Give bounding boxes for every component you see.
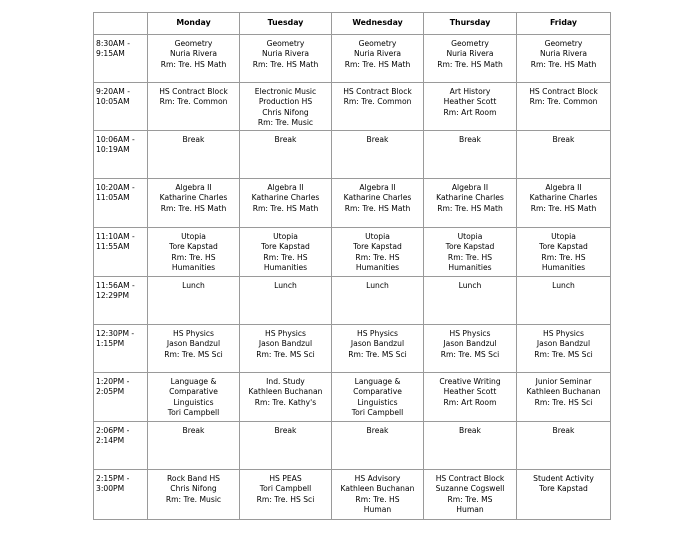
time-slot-line: 10:20AM - [96,183,135,192]
class-cell-line: Human [363,505,392,515]
class-cell-wednesday [332,35,424,83]
schedule-row [94,131,611,179]
class-cell-line: Suzanne Cogswell [435,484,505,494]
class-cell-line: Algebra II [359,183,396,192]
class-cell-line: Language & [354,377,401,386]
class-cell-wednesday [332,131,424,179]
class-cell-line: HS Physics [542,329,585,338]
class-cell-line: Utopia [365,232,390,241]
class-cell-friday [517,373,611,422]
class-cell-line: Junior Seminar [535,377,592,386]
time-slot-line: 1:20PM - [96,377,130,386]
class-cell-wednesday [332,83,424,131]
class-cell-wednesday [332,277,424,325]
class-cell-line: HS Physics [264,329,307,338]
class-cell-line: Kathleen Buchanan [248,387,323,397]
class-cell-line: Break [274,426,297,435]
time-slot-line: 3:00PM [96,484,125,494]
class-cell-line: HS Physics [172,329,215,338]
time-slot-line: 9:20AM - [96,87,130,96]
class-cell-line: Rm: Art Room [443,107,497,117]
class-cell-line: Nuria Rivera [261,49,310,59]
class-cell-line: Lunch [366,281,389,290]
class-cell-line: Rm: Tre. HS Math [160,203,227,213]
class-cell-line: Tore Kapstad [261,242,310,252]
class-cell-line: Rm: Tre. HS Sci [534,397,593,407]
class-cell-line: Rm: Tre. HS Math [437,203,503,213]
class-cell-line: Human [456,505,484,515]
class-cell-thursday [424,83,517,131]
class-cell-line: Kathleen Buchanan [340,484,415,494]
class-cell-friday [517,131,611,179]
class-cell-line: Break [182,426,205,435]
class-cell-line: Rock Band HS [166,474,220,483]
class-cell-line: Rm: Tre. MS Sci [440,349,500,359]
class-cell-line: Geometry [174,39,213,48]
class-cell-line: Nuria Rivera [446,49,494,59]
schedule-row [94,373,611,422]
class-cell-wednesday [332,228,424,277]
class-cell-line: Tori Campbell [351,408,404,418]
class-cell-line: Utopia [551,232,576,241]
class-cell-wednesday [332,470,424,520]
day-header-friday: Friday [517,13,611,35]
class-cell-monday [148,131,240,179]
class-cell-line: Rm: Tre. Music [257,118,314,128]
class-cell-line: Katharine Charles [343,193,412,203]
class-cell-line: Kathleen Buchanan [526,387,601,397]
class-cell-line: Humanities [541,263,586,273]
class-cell-line: Tori Campbell [259,484,312,494]
class-cell-line: Rm: Tre. HS [171,252,216,262]
class-cell-line: Art History [449,87,491,96]
class-cell-thursday [424,325,517,373]
class-cell-line: Production HS [258,97,313,107]
class-cell-line: Rm: Tre. HS Sci [256,494,315,504]
class-cell-line: Jason Bandzul [536,339,591,349]
time-slot [94,277,148,325]
class-cell-line: HS Contract Block [343,87,412,96]
class-cell-tuesday [240,35,332,83]
time-slot-line: 9:15AM [96,49,125,59]
class-cell-line: Lunch [458,281,482,290]
class-cell-line: Geometry [544,39,583,48]
time-slot [94,131,148,179]
class-cell-line: Rm: Tre. MS Sci [164,349,223,359]
class-cell-line: Katharine Charles [529,193,598,203]
class-cell-line: Student Activity [533,474,594,483]
class-cell-line: Rm: Tre. HS [263,252,308,262]
class-cell-line: Algebra II [175,183,212,192]
class-cell-line: Lunch [552,281,575,290]
class-cell-monday [148,325,240,373]
schedule-row [94,325,611,373]
class-cell-line: Heather Scott [443,97,497,107]
class-cell-monday [148,228,240,277]
class-cell-line: Geometry [451,39,489,48]
class-cell-line: Rm: Tre. HS Math [252,203,319,213]
class-cell-line: Tore Kapstad [445,242,495,252]
time-slot-line: 11:05AM [96,193,130,203]
class-cell-line: Rm: Tre. HS [355,494,400,504]
class-cell-line: Humanities [171,263,216,273]
time-slot-line: 1:15PM [96,339,125,349]
class-cell-tuesday [240,131,332,179]
class-cell-line: HS PEAS [269,474,302,483]
class-cell-line: Geometry [358,39,397,48]
class-cell-line: Rm: Tre. Common [343,97,412,107]
class-cell-tuesday [240,325,332,373]
class-cell-monday [148,277,240,325]
schedule-row [94,228,611,277]
header-row [94,13,611,35]
class-cell-line: Rm: Tre. HS Math [530,203,597,213]
class-cell-line: HS Physics [356,329,399,338]
class-cell-tuesday [240,179,332,228]
class-cell-friday [517,35,611,83]
day-header-wednesday: Wednesday [332,13,424,35]
schedule-row [94,277,611,325]
class-cell-line: Break [552,426,575,435]
class-cell-thursday [424,422,517,470]
class-cell-wednesday [332,422,424,470]
class-cell-line: Jason Bandzul [166,339,221,349]
class-cell-line: Break [274,135,297,144]
class-cell-monday [148,470,240,520]
class-cell-line: Jason Bandzul [258,339,313,349]
class-cell-line: Rm: Tre. HS Math [344,203,411,213]
day-header-tuesday: Tuesday [240,13,332,35]
time-slot-line: 10:19AM [96,145,130,155]
day-header-thursday: Thursday [424,13,517,35]
class-cell-thursday [424,179,517,228]
class-cell-wednesday [332,373,424,422]
class-cell-line: Utopia [273,232,298,241]
class-cell-line: Rm: Tre. MS [447,494,493,504]
class-cell-line: Rm: Tre. Common [159,97,228,107]
class-cell-line: Chris Nifong [262,107,309,117]
class-cell-line: Rm: Tre. HS [355,252,400,262]
class-cell-line: Ind. Study [266,377,305,386]
class-cell-line: Katharine Charles [159,193,228,203]
class-cell-line: Algebra II [545,183,582,192]
class-cell-tuesday [240,422,332,470]
class-cell-friday [517,179,611,228]
class-cell-line: HS Advisory [354,474,401,483]
time-slot-line: 2:05PM [96,387,125,397]
class-cell-line: Rm: Tre. HS Math [437,59,503,69]
class-cell-line: Break [459,426,481,435]
class-cell-line: Lunch [182,281,205,290]
class-cell-line: Algebra II [451,183,489,192]
time-slot [94,422,148,470]
class-cell-line: HS Contract Block [159,87,228,96]
class-cell-line: Electronic Music [254,87,317,96]
schedule-row [94,35,611,83]
schedule-row [94,422,611,470]
class-cell-line: Rm: Tre. HS Math [530,59,597,69]
class-cell-line: Break [366,426,389,435]
class-cell-friday [517,83,611,131]
class-cell-line: Lunch [274,281,297,290]
time-slot [94,83,148,131]
class-cell-monday [148,373,240,422]
class-cell-monday [148,179,240,228]
class-cell-thursday [424,131,517,179]
class-cell-line: Tore Kapstad [539,242,588,252]
time-slot [94,35,148,83]
time-slot-line: 2:15PM - [96,474,130,483]
class-cell-thursday [424,228,517,277]
class-cell-line: Rm: Tre. HS Math [160,59,227,69]
class-cell-line: Algebra II [267,183,304,192]
time-slot [94,470,148,520]
class-cell-friday [517,325,611,373]
class-cell-thursday [424,373,517,422]
time-column-header [94,13,148,35]
class-cell-line: Nuria Rivera [353,49,402,59]
class-cell-line: Humanities [263,263,308,273]
class-cell-line: Rm: Tre. HS [541,252,586,262]
schedule-row [94,83,611,131]
class-cell-line: Utopia [457,232,483,241]
class-cell-line: Language & [170,377,217,386]
time-slot-line: 12:30PM - [96,329,135,338]
class-cell-line: Utopia [181,232,206,241]
class-cell-line: Comparative [169,387,218,397]
class-cell-monday [148,422,240,470]
class-cell-line: Humanities [355,263,400,273]
time-slot-line: 8:30AM - [96,39,130,48]
class-cell-line: Nuria Rivera [169,49,218,59]
class-cell-monday [148,35,240,83]
class-cell-wednesday [332,179,424,228]
class-cell-tuesday [240,83,332,131]
day-header-monday: Monday [148,13,240,35]
class-cell-line: Rm: Art Room [443,397,497,407]
class-cell-tuesday [240,228,332,277]
class-cell-line: HS Contract Block [529,87,598,96]
class-cell-line: Comparative [353,387,402,397]
weekly-schedule-table [93,12,611,520]
class-cell-line: Tore Kapstad [539,484,588,494]
time-slot [94,373,148,422]
class-cell-line: Break [552,135,575,144]
class-cell-line: Creative Writing [439,377,501,386]
class-cell-line: Rm: Tre. HS Math [344,59,411,69]
class-cell-tuesday [240,373,332,422]
class-cell-friday [517,470,611,520]
class-cell-line: Linguistics [173,397,214,407]
class-cell-line: HS Physics [449,329,491,338]
time-slot-line: 10:05AM [96,97,130,107]
class-cell-line: Jason Bandzul [350,339,405,349]
class-cell-line: HS Contract Block [435,474,505,483]
class-cell-line: Rm: Tre. Common [529,97,598,107]
class-cell-line: Break [366,135,389,144]
class-cell-line: Katharine Charles [436,193,504,203]
class-cell-line: Jason Bandzul [443,339,497,349]
class-cell-line: Break [182,135,205,144]
class-cell-line: Humanities [448,263,492,273]
class-cell-wednesday [332,325,424,373]
time-slot-line: 12:29PM [96,291,130,301]
class-cell-line: Rm: Tre. MS Sci [348,349,407,359]
time-slot [94,228,148,277]
class-cell-line: Rm: Tre. HS [447,252,493,262]
time-slot-line: 2:14PM [96,436,125,446]
class-cell-thursday [424,35,517,83]
class-cell-line: Linguistics [357,397,398,407]
time-slot-line: 11:55AM [96,242,130,252]
class-cell-line: Heather Scott [443,387,497,397]
class-cell-friday [517,277,611,325]
class-cell-line: Rm: Tre. Music [165,494,222,504]
class-cell-monday [148,83,240,131]
time-slot-line: 10:06AM - [96,135,135,144]
class-cell-line: Rm: Tre. MS Sci [534,349,593,359]
class-cell-friday [517,422,611,470]
class-cell-line: Rm: Tre. Kathy's [254,397,317,407]
class-cell-thursday [424,470,517,520]
class-cell-line: Katharine Charles [251,193,320,203]
class-cell-line: Geometry [266,39,305,48]
schedule-row [94,179,611,228]
class-cell-line: Break [459,135,481,144]
time-slot-line: 11:10AM - [96,232,135,241]
class-cell-line: Tori Campbell [167,408,220,418]
time-slot-line: 2:06PM - [96,426,130,435]
schedule-body [94,35,611,520]
class-cell-line: Tore Kapstad [169,242,218,252]
time-slot-line: 11:56AM - [96,281,135,290]
class-cell-line: Nuria Rivera [539,49,588,59]
class-cell-tuesday [240,470,332,520]
class-cell-line: Rm: Tre. MS Sci [256,349,315,359]
class-cell-friday [517,228,611,277]
class-cell-line: Chris Nifong [170,484,217,494]
schedule-row [94,470,611,520]
class-cell-line: Rm: Tre. HS Math [252,59,319,69]
time-slot [94,325,148,373]
class-cell-line: Tore Kapstad [353,242,402,252]
class-cell-tuesday [240,277,332,325]
class-cell-thursday [424,277,517,325]
time-slot [94,179,148,228]
